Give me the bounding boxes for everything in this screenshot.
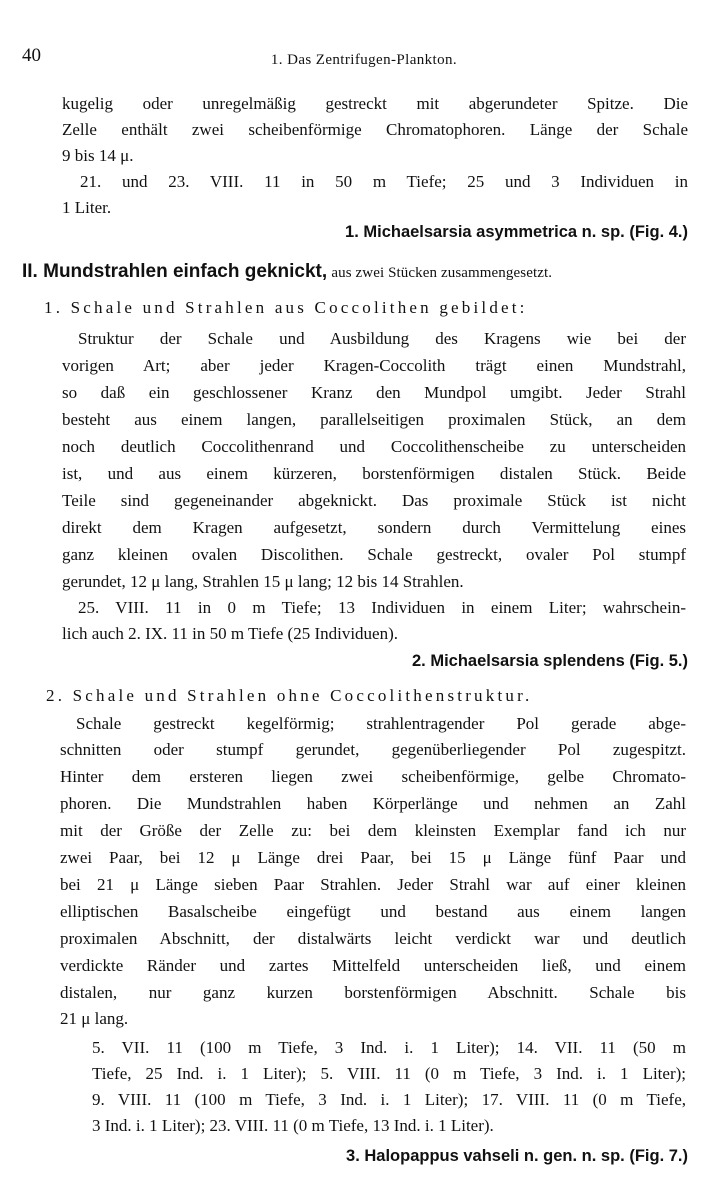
- text-line: direkt dem Kragen aufgesetzt, sondern durch Vermittelung eines: [62, 518, 686, 537]
- text-line: elliptischen Basalscheibe eingefügt und bestand aus einem langen: [60, 902, 686, 921]
- text-line: 25. VIII. 11 in 0 m Tiefe; 13 Individuen in einem Liter; wahrschein-: [78, 598, 686, 617]
- text-line: 5. VII. 11 (100 m Tiefe, 3 Ind. i. 1 Liter); 14. VII. 11 (50 m: [92, 1038, 686, 1057]
- text-line: bei 21 μ Länge sieben Paar Strahlen. Jeder Strahl war auf einer kleinen: [60, 875, 686, 894]
- text-line: besteht aus einem langen, parallelseitigen proximalen Stück, an dem: [62, 410, 686, 429]
- text-line: verdickte Ränder und zartes Mittelfeld unterscheiden ließ, und einem: [60, 956, 686, 975]
- text-line: Hinter dem ersteren liegen zwei scheibenförmige, gelbe Chromato-: [60, 767, 686, 786]
- text-line: 21. und 23. VIII. 11 in 50 m Tiefe; 25 und 3 Individuen in: [80, 172, 688, 191]
- text-line: schnitten oder stumpf gerundet, gegenüberliegender Pol zugespitzt.: [60, 740, 686, 759]
- page-number: 40: [22, 45, 41, 66]
- text-line: distalen, nur ganz kurzen borstenförmigen Abschnitt. Schale bis: [60, 983, 686, 1002]
- text-line: 21 μ lang.: [60, 1009, 129, 1028]
- running-title: 1. Das Zentrifugen-Plankton.: [270, 52, 458, 68]
- text-line: Schale gestreckt kegelförmig; strahlentragender Pol gerade abge-: [76, 714, 686, 733]
- text-line: 1 Liter.: [62, 198, 112, 217]
- text-line: zwei Paar, bei 12 μ Länge drei Paar, bei 15 μ Länge fünf Paar und: [60, 848, 686, 867]
- text-line: so daß ein geschlossener Kranz den Mundpol umgibt. Jeder Strahl: [62, 383, 686, 402]
- text-line: gerundet, 12 μ lang, Strahlen 15 μ lang; 12 bis 14 Strahlen.: [62, 572, 464, 591]
- species-heading-3: 3. Halopappus vahseli n. gen. n. sp. (Fig. 7.): [346, 1147, 688, 1165]
- section-heading-rest: aus zwei Stücken zusammengesetzt.: [331, 265, 553, 281]
- subsection-heading-1: 1. Schale und Strahlen aus Coccolithen gebildet:: [44, 298, 528, 317]
- species-heading-2: 2. Michaelsarsia splendens (Fig. 5.): [411, 652, 688, 670]
- text-line: ganz kleinen ovalen Discolithen. Schale gestreckt, ovaler Pol stumpf: [62, 545, 686, 564]
- text-line: 9. VIII. 11 (100 m Tiefe, 3 Ind. i. 1 Liter); 17. VIII. 11 (0 m Tiefe,: [92, 1090, 686, 1109]
- text-line: mit der Größe der Zelle zu: bei dem kleinsten Exemplar fand ich nur: [60, 821, 686, 840]
- subsection-heading-2: 2. Schale und Strahlen ohne Coccolithenstruktur.: [46, 686, 533, 705]
- text-line: noch deutlich Coccolithenrand und Coccolithenscheibe zu unterscheiden: [62, 437, 686, 456]
- text-line: Teile sind gegeneinander abgeknickt. Das proximale Stück ist nicht: [62, 491, 686, 510]
- text-line: Struktur der Schale und Ausbildung des Kragens wie bei der: [78, 329, 686, 348]
- section-heading-2: [22, 262, 552, 283]
- text-line: vorigen Art; aber jeder Kragen-Coccolith trägt einen Mundstrahl,: [62, 356, 686, 375]
- text-line: Tiefe, 25 Ind. i. 1 Liter); 5. VIII. 11 (0 m Tiefe, 3 Ind. i. 1 Liter);: [92, 1064, 686, 1083]
- text-line: phoren. Die Mundstrahlen haben Körperlänge und nehmen an Zahl: [60, 794, 686, 813]
- text-line: lich auch 2. IX. 11 in 50 m Tiefe (25 Individuen).: [62, 624, 399, 643]
- section-heading-bold: II. Mundstrahlen einfach geknickt,: [22, 261, 328, 282]
- text-line: 3 Ind. i. 1 Liter); 23. VIII. 11 (0 m Tiefe, 13 Ind. i. 1 Liter).: [92, 1116, 494, 1135]
- species-heading-1: 1. Michaelsarsia asymmetrica n. sp. (Fig. 4.): [345, 223, 688, 241]
- text-line: proximalen Abschnitt, der distalwärts leicht verdickt war und deutlich: [60, 929, 686, 948]
- text-line: kugelig oder unregelmäßig gestreckt mit abgerundeter Spitze. Die: [62, 94, 688, 113]
- text-line: Zelle enthält zwei scheibenförmige Chromatophoren. Länge der Schale: [62, 120, 688, 139]
- text-line: 9 bis 14 μ.: [62, 146, 134, 165]
- text-line: ist, und aus einem kürzeren, borstenförmigen distalen Stück. Beide: [62, 464, 686, 483]
